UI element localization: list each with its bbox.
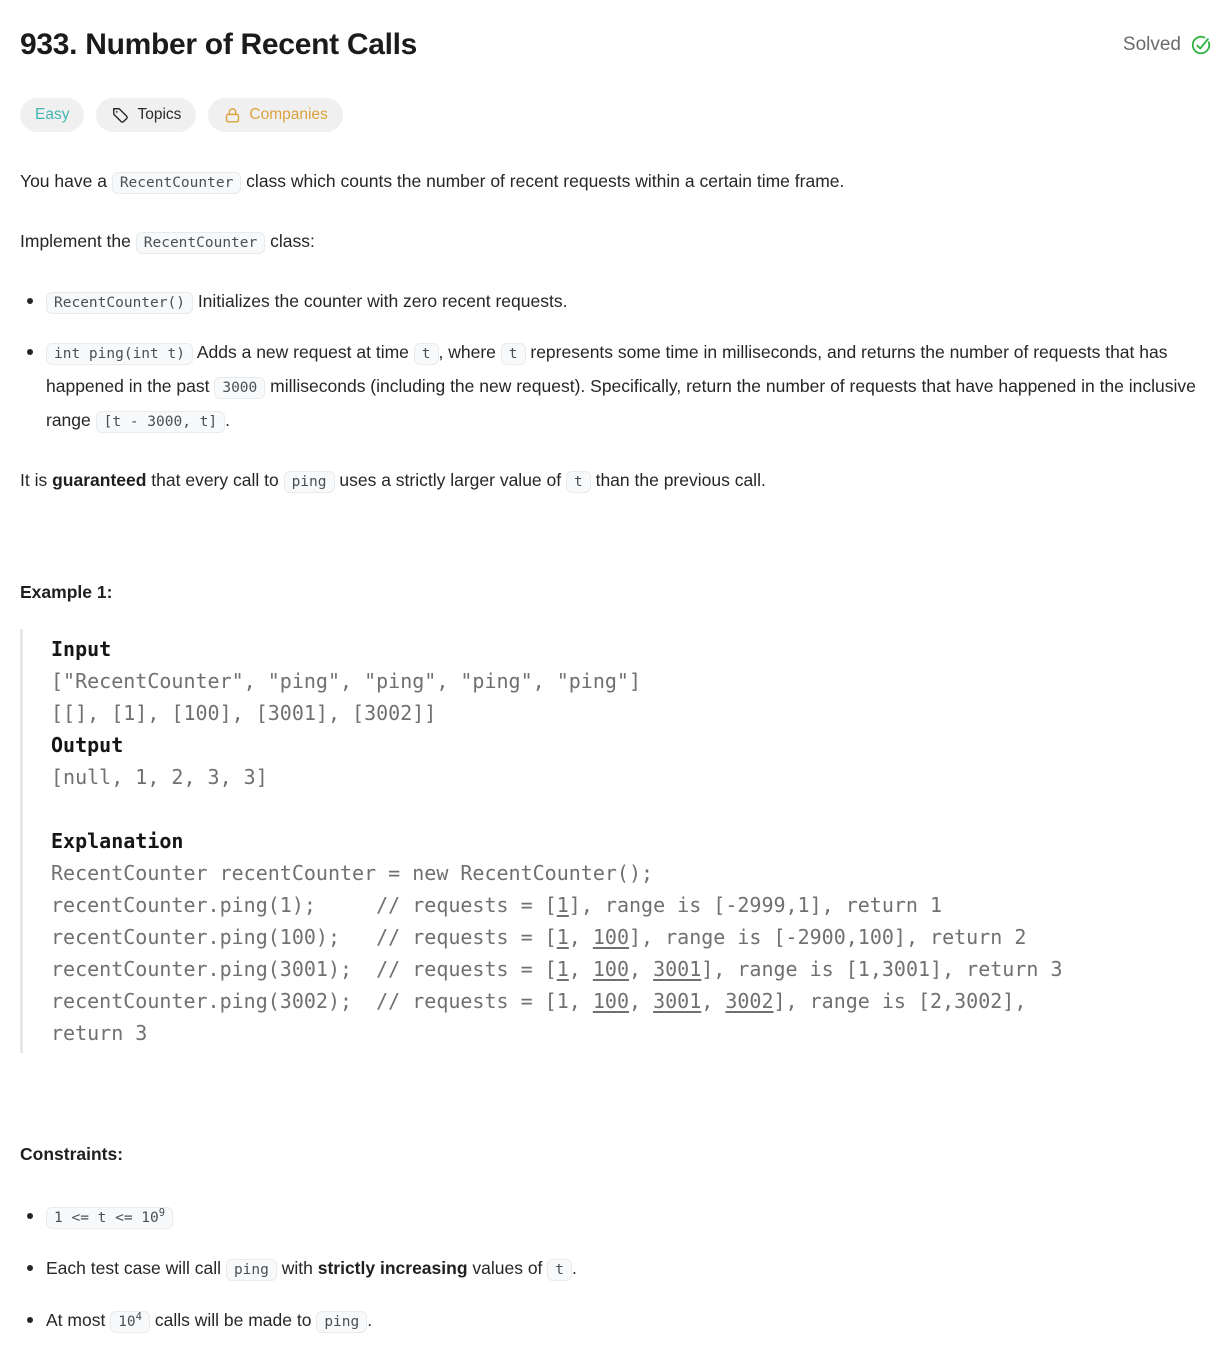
underlined-value: 1	[556, 893, 569, 917]
tag-icon	[111, 106, 130, 125]
inline-code: t	[566, 471, 591, 493]
underlined-value: 3001	[653, 989, 702, 1013]
inline-code: ping	[284, 471, 335, 493]
topics-label: Topics	[137, 106, 182, 123]
inline-code: t	[414, 343, 439, 365]
inline-code: RecentCounter	[136, 232, 266, 254]
difficulty-tag-easy[interactable]	[20, 98, 84, 132]
description-list	[20, 284, 1212, 437]
solved-label: Solved	[1122, 34, 1181, 55]
problem-description	[20, 164, 1212, 497]
code-line: [null, 1, 2, 3, 3]	[51, 765, 268, 789]
list-item: RecentCounter() Initializes the counter with zero recent requests.	[46, 284, 1212, 318]
code-line	[51, 825, 1212, 857]
tags-row	[20, 98, 1212, 132]
bold-text: Output	[51, 733, 124, 757]
constraints-list	[20, 1199, 1212, 1337]
code-line: recentCounter.ping(100); // requests = [1, 100], range is [-2900,100], return 2	[51, 925, 1027, 949]
inline-code: $1 <= t <= 10^9$	[46, 1207, 173, 1229]
example-code-block	[20, 629, 1212, 1053]
underlined-value: 3002	[725, 989, 774, 1013]
lock-icon	[223, 106, 242, 125]
inline-code: t	[547, 1259, 572, 1281]
bold-text: Input	[51, 637, 112, 661]
inline-code: ping	[316, 1311, 367, 1333]
code-line: RecentCounter recentCounter = new RecentCounter();	[51, 861, 654, 885]
inline-code: t	[501, 343, 526, 365]
code-line: recentCounter.ping(1); // requests = [1], range is [-2999,1], return 1	[51, 893, 943, 917]
description-paragraph: You have a RecentCounter class which counts the number of recent requests within a certain time frame.	[20, 164, 1212, 198]
code-line: return 3	[51, 1021, 148, 1045]
code-line	[51, 793, 1212, 825]
code-line: recentCounter.ping(3002); // requests = [1, 100, 3001, 3002], range is [2,3002],	[51, 989, 1027, 1013]
inline-code: 3000	[214, 377, 265, 399]
underlined-value: 100	[592, 989, 629, 1013]
companies-tag[interactable]	[208, 98, 342, 132]
topics-tag[interactable]	[96, 98, 196, 132]
inline-code: $10^4$	[110, 1311, 150, 1333]
constraints-heading: Constraints:	[20, 1144, 124, 1164]
constraint-item: At most $10^4$ calls will be made to ping .	[46, 1303, 1212, 1337]
code-line: [[], [1], [100], [3001], [3002]]	[51, 701, 437, 725]
inline-code: ping	[226, 1259, 277, 1281]
inline-code: int ping(int t)	[46, 343, 193, 365]
companies-label: Companies	[249, 106, 328, 123]
description-paragraph: Implement the RecentCounter class:	[20, 224, 1212, 258]
superscript: 9	[158, 1207, 166, 1220]
inline-code: [t - 3000, t]	[96, 411, 226, 433]
underlined-value: 1	[556, 925, 569, 949]
bold-text: guaranteed	[52, 470, 147, 490]
difficulty-label: Easy	[35, 106, 70, 123]
constraint-item	[46, 1199, 1212, 1233]
underlined-value: 1	[556, 957, 569, 981]
code-line	[51, 633, 1212, 665]
underlined-value: 100	[592, 957, 629, 981]
page-title: 933. Number of Recent Calls	[20, 28, 418, 61]
example-heading: Example 1:	[20, 582, 113, 602]
code-line: recentCounter.ping(3001); // requests = [1, 100, 3001], range is [1,3001], return 3	[51, 957, 1063, 981]
underlined-value: 100	[592, 925, 629, 949]
code-line: ["RecentCounter", "ping", "ping", "ping", "ping"]	[51, 669, 642, 693]
inline-code: RecentCounter()	[46, 292, 193, 314]
description-paragraph: It is guaranteed that every call to ping uses a strictly larger value of t than the previous call.	[20, 463, 1212, 497]
bold-text: strictly increasing	[317, 1258, 468, 1278]
solved-badge	[1123, 34, 1212, 56]
inline-code: RecentCounter	[112, 172, 242, 194]
bold-text: Explanation	[51, 829, 184, 853]
underlined-value: 3001	[653, 957, 702, 981]
list-item: int ping(int t) Adds a new request at time t , where t represents some time in milliseconds, and returns the number of requests that has happened in the past 3000 milliseconds (including the new request). Specifically, return the number of requests that have happened in the inclusive range [t - 3000, t] .	[46, 335, 1212, 437]
superscript: 4	[135, 1311, 142, 1324]
code-line	[51, 729, 1212, 761]
header	[20, 26, 1212, 64]
constraint-item: Each test case will call ping with strictly increasing values of t .	[46, 1251, 1212, 1285]
check-circle-icon	[1190, 34, 1212, 56]
